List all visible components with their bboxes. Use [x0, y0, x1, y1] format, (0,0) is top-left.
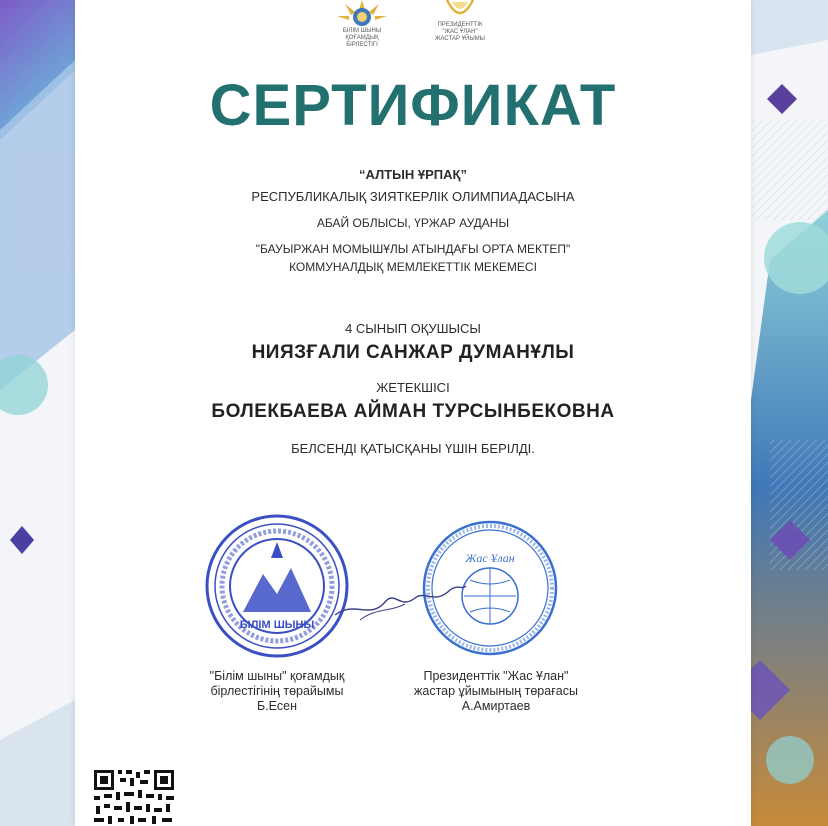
region: АБАЙ ОБЛЫСЫ, ҮРЖАР АУДАНЫ [316, 216, 510, 230]
logo-left-line-1: БІЛІМ ШЫНЫ [342, 28, 382, 34]
logo-left-line-2: ҚОҒАМДЫҚ БІРЛЕСТІГІ [345, 35, 379, 48]
certificate-title: СЕРТИФИКАТ [209, 73, 617, 138]
right-signatory-line-1: Президенттік "Жас Ұлан" [423, 669, 569, 683]
school-line-2: КОММУНАЛДЫҚ МЕМЛЕКЕТТІК МЕКЕМЕСІ [289, 260, 537, 274]
left-signatory-line-3: Б.Есен [257, 699, 297, 713]
logo-right-line-1: ПРЕЗИДЕНТТІК [437, 22, 483, 28]
handwritten-signature [330, 560, 470, 630]
bilim-shyny-logo [330, 0, 394, 49]
zhas-ulan-logo [425, 0, 495, 43]
supervisor-label: ЖЕТЕКШІСІ [376, 380, 450, 395]
sun-emblem-icon [337, 0, 387, 26]
right-signatory-line-2: жастар ұйымының төрағасы [414, 684, 578, 698]
left-signatory-line-2: бірлестігінің төрайымы [210, 684, 344, 698]
student-name: НИЯЗҒАЛИ САНЖАР ДУМАНҰЛЫ [251, 342, 575, 363]
seal-right-text: Жас Ұлан [465, 551, 515, 565]
award-text: БЕЛСЕНДІ ҚАТЫСҚАНЫ ҮШІН БЕРІЛДІ. [291, 441, 535, 456]
qr-code [92, 768, 178, 826]
logo-right-line-2: "ЖАС ҰЛАН" [442, 29, 478, 35]
school-line-1: "БАУЫРЖАН МОМЫШҰЛЫ АТЫНДАҒЫ ОРТА МЕКТЕП" [255, 242, 571, 256]
right-signatory-line-3: А.Амиртаев [461, 699, 531, 713]
supervisor-name: БОЛЕКБАЕВА АЙМАН ТУРСЫНБЕКОВНА [211, 401, 615, 422]
olympiad-type: РЕСПУБЛИКАЛЫҚ ЗИЯТКЕРЛІК ОЛИМПИАДАСЫНА [251, 189, 575, 204]
right-signatory [391, 669, 601, 714]
left-signatory [172, 669, 382, 714]
seal-left-text: БІЛІМ ШЫНЫ [239, 619, 315, 631]
zhas-ulan-emblem-icon [445, 0, 475, 20]
olympiad-name: “АЛТЫН ҰРПАҚ” [359, 167, 467, 182]
bilim-shyny-seal [203, 512, 351, 660]
grade: 4 СЫНЫП ОҚУШЫСЫ [345, 321, 481, 336]
logo-right-line-3: ЖАСТАР ҰЙЫМЫ [435, 36, 485, 42]
left-signatory-line-1: "Білім шыны" қоғамдық [209, 669, 345, 683]
qr-code-icon [92, 768, 178, 826]
